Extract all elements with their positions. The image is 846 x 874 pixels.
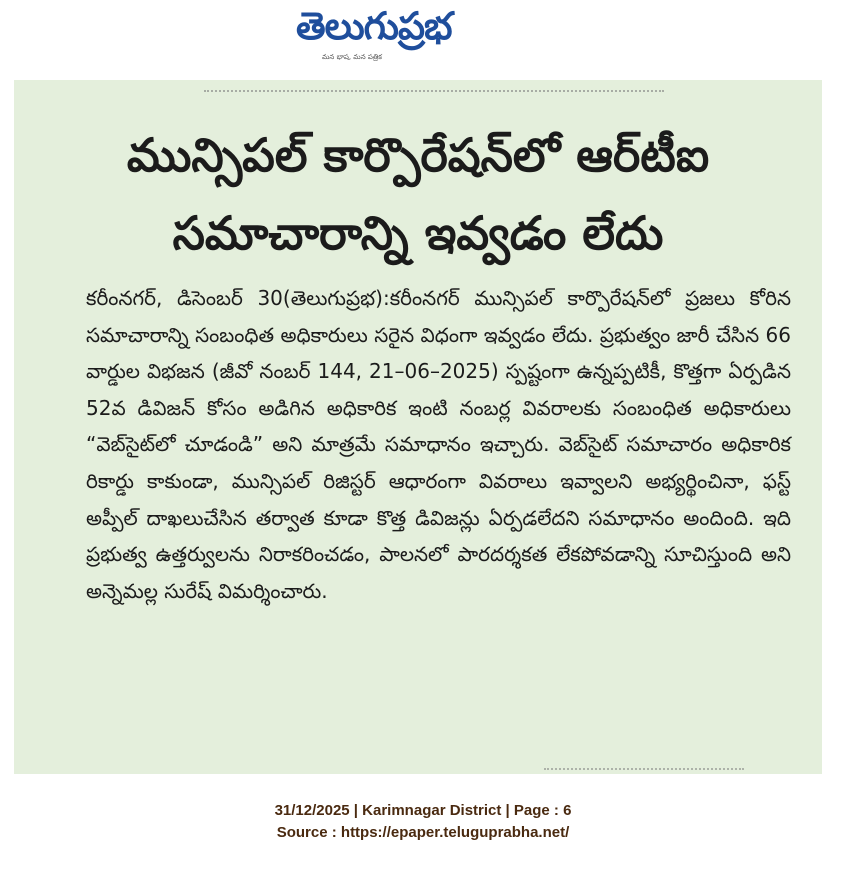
newspaper-logo: తెలుగుప్రభ <box>296 4 452 48</box>
article-body: కరీంనగర్, డిసెంబర్ 30(తెలుగుప్రభ):కరీంనగర్ మున్సిపల్ కార్పొరేషన్‌లో ప్రజలు కోరిన సమాచారాన్ని సంబంధిత అధికారులు సరైన విధంగా ఇవ్వడం లేదు. ప్రభుత్వం జారీ చేసిన 66 వార్డుల విభజన (జీవో నంబర్ 144, 21–06–2025) స్పష్టంగా ఉన్నప్పటికీ, కొత్తగా ఏర్పడిన 52వ డివిజన్ కోసం అడిగిన అధికారిక ఇంటి నంబర్ల వివరాలకు సంబంధిత అధికారులు “వెబ్‌సైట్‌లో చూడండి” అని మాత్రమే సమాధానం ఇచ్చారు. వెబ్‌సైట్ సమాచారం అధికారిక రికార్డు కాకుండా, మున్సిపల్ రిజిస్టర్ ఆధారంగా వివరాలు ఇవ్వాలని అభ్యర్థించినా, ఫస్ట్ అప్పీల్ దాఖలుచేసిన తర్వాత కూడా కొత్త డివిజన్లు ఏర్పడలేదని సమాధానం అందింది. ఇది ప్రభుత్వ ఉత్తర్వులను నిరాకరించడం, పాలనలో పారదర్శకత లేకపోవడాన్ని సూచిస్తుంది అని అన్నెమల్ల సురేష్ విమర్శించారు. <box>86 286 791 603</box>
headline-line-1: మున్సిపల్ కార్పొరేషన్‌లో ఆర్‌టీఐ <box>126 128 710 182</box>
article-headline <box>14 116 822 272</box>
clipping-footer <box>0 800 846 844</box>
clipping-edge-fragment <box>204 80 664 92</box>
masthead <box>0 0 846 70</box>
headline-line-2: సమాచారాన్ని ఇవ్వడం లేదు <box>172 206 664 260</box>
source-link[interactable]: Source : https://epaper.teluguprabha.net/ <box>276 824 570 841</box>
newspaper-tagline: మన భాష, మన పత్రిక <box>322 53 382 61</box>
news-clipping <box>14 80 822 774</box>
clipping-edge-fragment-bottom <box>544 768 744 774</box>
publication-info: 31/12/2025 | Karimnagar District | Page : 6 <box>274 802 572 819</box>
